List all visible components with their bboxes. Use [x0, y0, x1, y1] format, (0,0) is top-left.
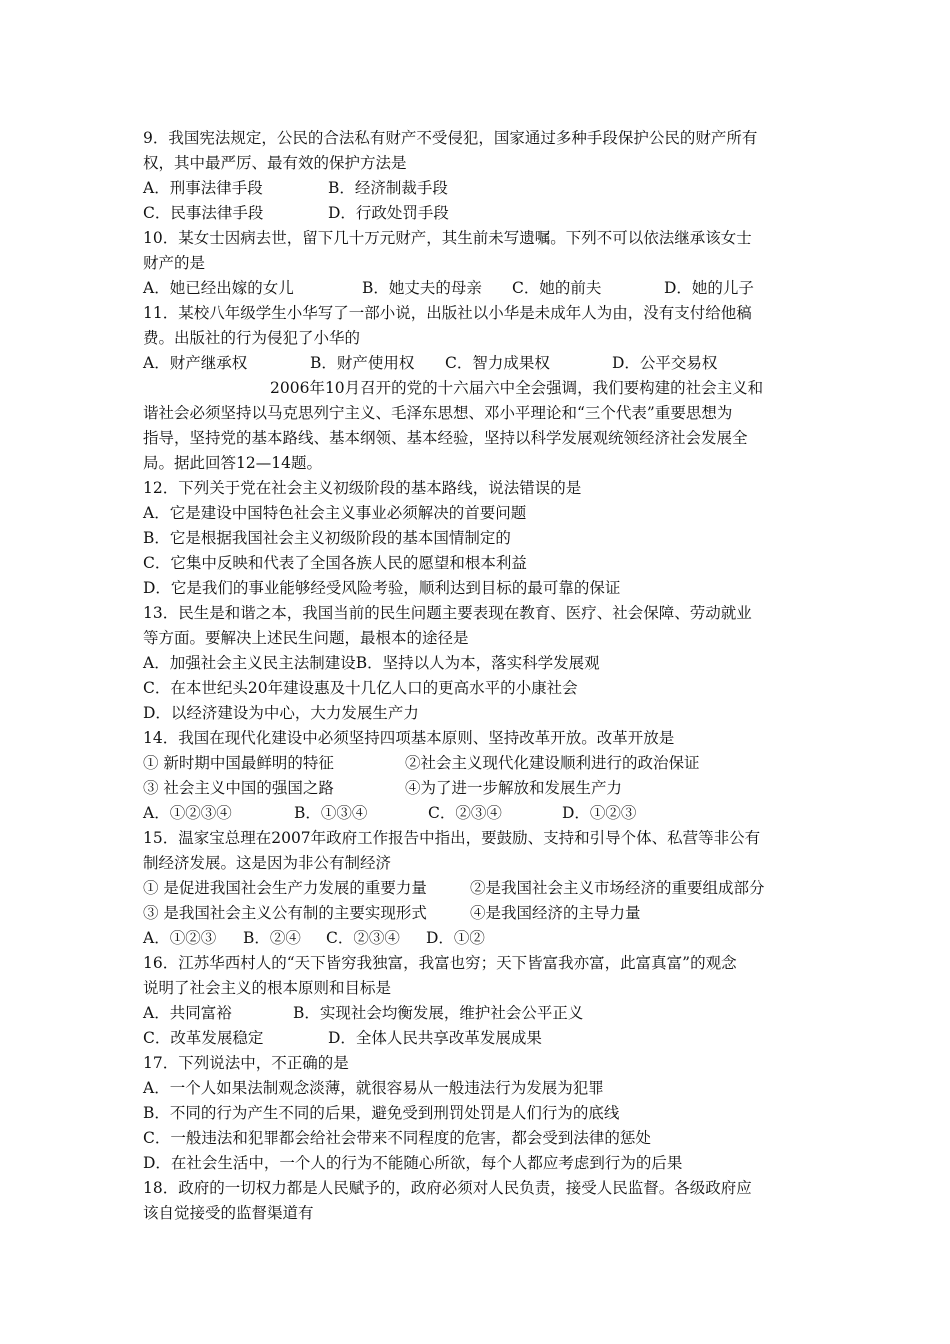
q15-item-3: ③ 是我国社会主义公有制的主要实现形式 — [143, 904, 427, 922]
q11-stem-line2: 费。出版社的行为侵犯了小华的 — [143, 329, 361, 347]
q16-option-c: C．改革发展稳定 — [143, 1029, 264, 1047]
q17-option-d: D．在社会生活中，一个人的行为不能随心所欲，每个人都应考虑到行为的后果 — [143, 1154, 683, 1172]
q12-option-b: B．它是根据我国社会主义初级阶段的基本国情制定的 — [143, 529, 511, 547]
q10-stem-line1: 10．某女士因病去世，留下几十万元财产，其生前未写遗嘱。下列不可以依法继承该女士 — [143, 229, 752, 247]
q10-option-b: B．她丈夫的母亲 — [362, 279, 482, 297]
q13-option-d: D．以经济建设为中心，大力发展生产力 — [143, 704, 419, 722]
q14-stem: 14．我国在现代化建设中必须坚持四项基本原则、坚持改革开放。改革开放是 — [143, 729, 675, 747]
q16-option-d: D．全体人民共享改革发展成果 — [328, 1029, 542, 1047]
q9-stem-line2: 权，其中最严厉、最有效的保护方法是 — [143, 154, 407, 172]
q15-option-b: B．②④ — [243, 929, 301, 947]
q15-item-1: ① 是促进我国社会生产力发展的重要力量 — [143, 879, 427, 897]
q17-option-b: B．不同的行为产生不同的后果，避免受到刑罚处罚是人们行为的底线 — [143, 1104, 620, 1122]
q9-stem-line1: 9．我国宪法规定，公民的合法私有财产不受侵犯，国家通过多种手段保护公民的财产所有 — [143, 129, 758, 147]
q10-option-d: D．她的儿子 — [664, 279, 754, 297]
q18-stem-line1: 18．政府的一切权力都是人民赋予的，政府必须对人民负责，接受人民监督。各级政府应 — [143, 1179, 752, 1197]
q9-option-a: A．刑事法律手段 — [143, 179, 263, 197]
q15-option-c: C．②③④ — [326, 929, 400, 947]
q17-stem: 17．下列说法中，不正确的是 — [143, 1054, 349, 1072]
q17-option-a: A．一个人如果法制观念淡薄，就很容易从一般违法行为发展为犯罪 — [143, 1079, 604, 1097]
q16-stem-line1: 16．江苏华西村人的“天下皆穷我独富，我富也穷；天下皆富我亦富，此富真富”的观念 — [143, 954, 737, 972]
q13-stem-line1: 13．民生是和谐之本，我国当前的民生问题主要表现在教育、医疗、社会保障、劳动就业 — [143, 604, 752, 622]
q10-stem-line2: 财产的是 — [143, 254, 206, 272]
q15-stem-line2: 制经济发展。这是因为非公有制经济 — [143, 854, 392, 872]
q11-option-c: C．智力成果权 — [445, 354, 550, 372]
q12-option-a: A．它是建设中国特色社会主义事业必须解决的首要问题 — [143, 504, 527, 522]
q14-option-b: B．①③④ — [294, 804, 368, 822]
q15-stem-line1: 15．温家宝总理在2007年政府工作报告中指出，要鼓励、支持和引导个体、私营等非公有 — [143, 829, 761, 847]
material-line4: 局。据此回答12—14题。 — [143, 454, 322, 472]
q14-item-4: ④为了进一步解放和发展生产力 — [405, 779, 623, 797]
material-line1: 2006年10月召开的党的十六届六中全会强调，我们要构建的社会主义和 — [270, 379, 764, 397]
q16-stem-line2: 说明了社会主义的根本原则和目标是 — [143, 979, 392, 997]
q11-option-d: D．公平交易权 — [612, 354, 718, 372]
q9-option-d: D．行政处罚手段 — [328, 204, 449, 222]
material-line3: 指导，坚持党的基本路线、基本纲领、基本经验，坚持以科学发展观统领经济社会发展全 — [143, 429, 748, 447]
q9-option-b: B．经济制裁手段 — [328, 179, 448, 197]
q14-option-d: D．①②③ — [562, 804, 637, 822]
q16-option-a: A．共同富裕 — [143, 1004, 232, 1022]
q10-option-c: C．她的前夫 — [512, 279, 602, 297]
q15-item-2: ②是我国社会主义市场经济的重要组成部分 — [470, 879, 765, 897]
q11-option-b: B．财产使用权 — [310, 354, 415, 372]
q11-option-a: A．财产继承权 — [143, 354, 248, 372]
q15-option-a: A．①②③ — [143, 929, 217, 947]
q17-option-c: C．一般违法和犯罪都会给社会带来不同程度的危害，都会受到法律的惩处 — [143, 1129, 651, 1147]
q16-option-b: B．实现社会均衡发展，维护社会公平正义 — [293, 1004, 584, 1022]
q18-stem-line2: 该自觉接受的监督渠道有 — [143, 1204, 314, 1222]
q11-stem-line1: 11．某校八年级学生小华写了一部小说，出版社以小华是未成年人为由，没有支付给他稿 — [143, 304, 752, 322]
q9-option-c: C．民事法律手段 — [143, 204, 264, 222]
q14-item-2: ②社会主义现代化建设顺利进行的政治保证 — [405, 754, 700, 772]
q13-option-ab: A．加强社会主义民主法制建设B．坚持以人为本，落实科学发展观 — [143, 654, 600, 672]
q15-option-d: D．①② — [426, 929, 485, 947]
q14-item-1: ① 新时期中国最鲜明的特征 — [143, 754, 334, 772]
material-line2: 谐社会必须坚持以马克思列宁主义、毛泽东思想、邓小平理论和“三个代表”重要思想为 — [143, 404, 733, 422]
q15-item-4: ④是我国经济的主导力量 — [470, 904, 641, 922]
q13-option-c: C．在本世纪头20年建设惠及十几亿人口的更高水平的小康社会 — [143, 679, 578, 697]
q12-option-d: D．它是我们的事业能够经受风险考验，顺利达到目标的最可靠的保证 — [143, 579, 621, 597]
q12-stem: 12．下列关于党在社会主义初级阶段的基本路线，说法错误的是 — [143, 479, 582, 497]
q10-option-a: A．她已经出嫁的女儿 — [143, 279, 294, 297]
q14-option-c: C．②③④ — [428, 804, 502, 822]
q13-stem-line2: 等方面。要解决上述民生问题，最根本的途径是 — [143, 629, 469, 647]
q14-item-3: ③ 社会主义中国的强国之路 — [143, 779, 334, 797]
q12-option-c: C．它集中反映和代表了全国各族人民的愿望和根本利益 — [143, 554, 527, 572]
q14-option-a: A．①②③④ — [143, 804, 232, 822]
